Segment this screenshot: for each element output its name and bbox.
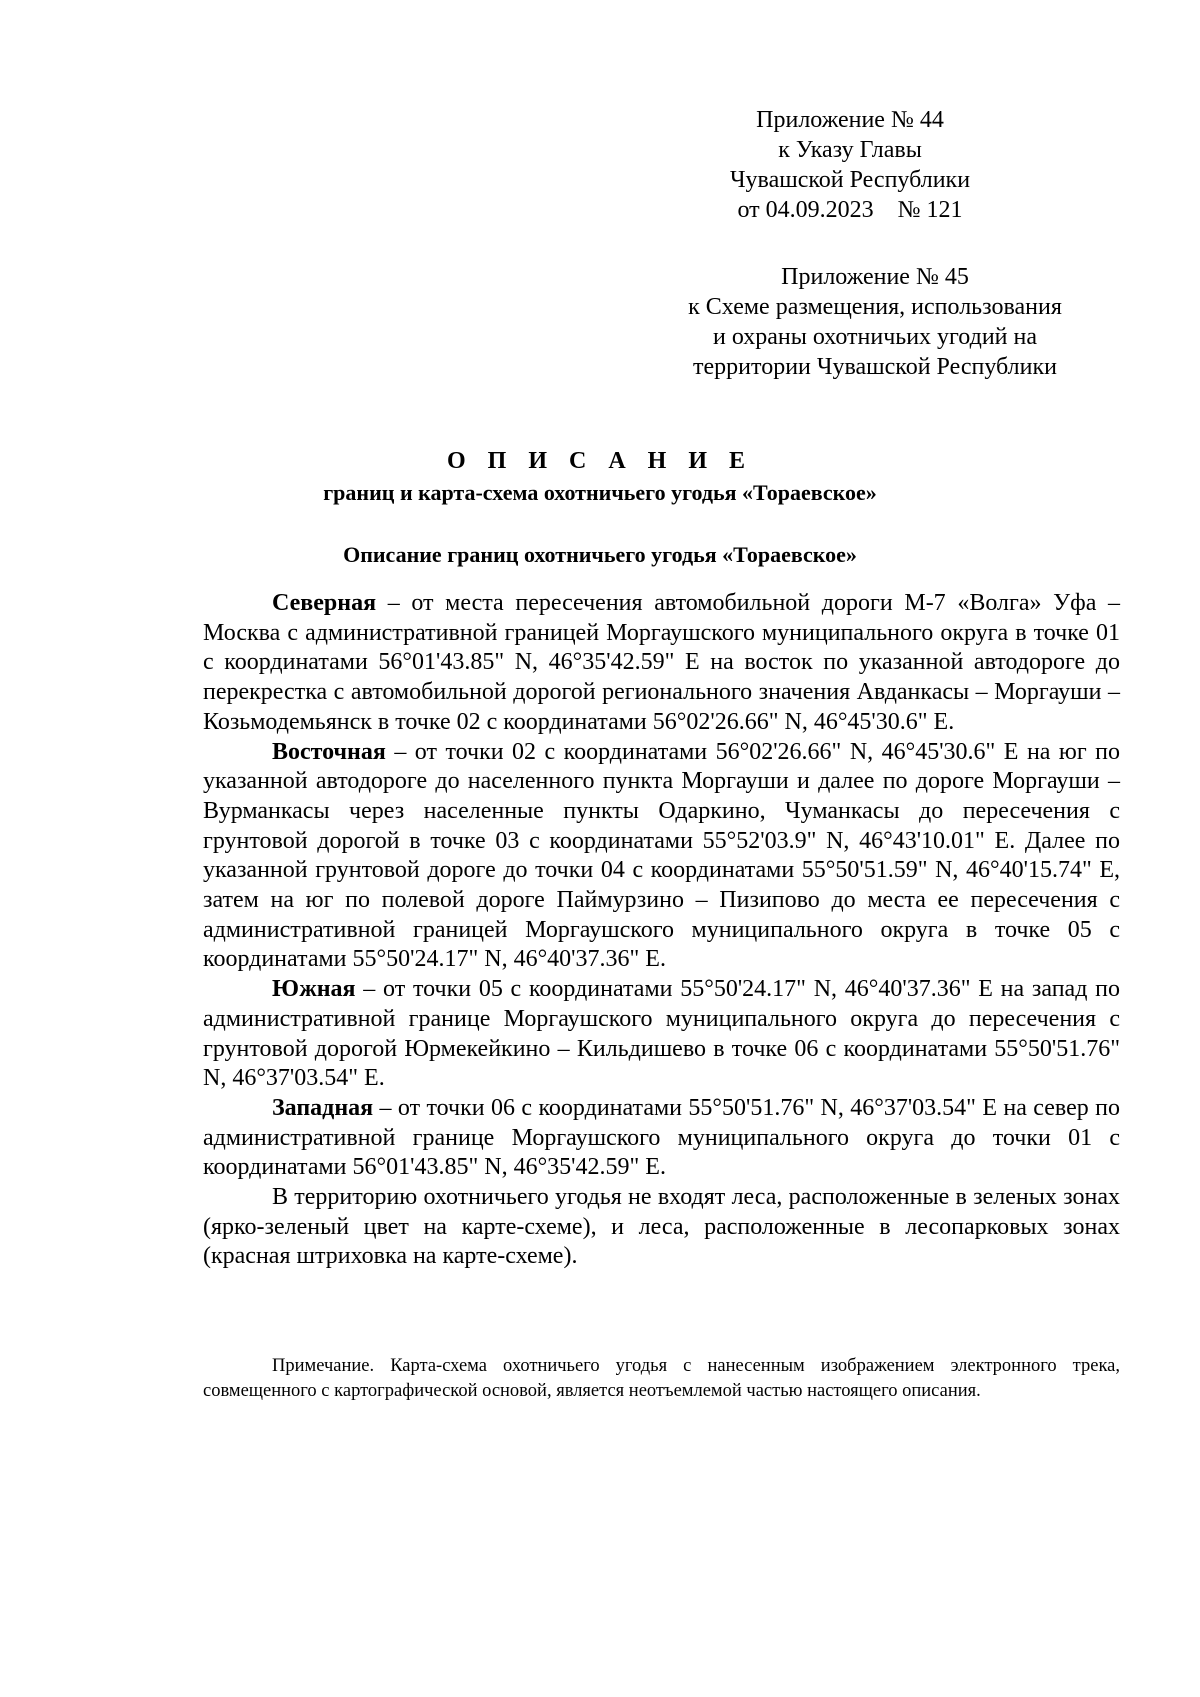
appendix-44-header — [710, 105, 990, 225]
paragraph-east — [203, 738, 1120, 976]
appendix-45-line2: к Схеме размещения, использования — [688, 294, 1062, 320]
text-east: – от точки 02 с координатами 56°02'26.66" N, 46°45'30.6" E на юг по указанной автодороге до населенного пункта Моргауши и далее по дороге Моргауши – Вурманкасы через населенные пункты Одаркино, Чуманкасы до пересечения с грунтовой дорогой в точке 03 с координатами 55°52'03.9" N, 46°43'10.01" E. Далее по указанной грунтовой дороге до точки 04 с координатами 55°50'51.59" N, 46°40'15.74" E, затем на юг по полевой дороге Паймурзино – Пизипово до места ее пересечения с административной границей Моргаушского муниципального округа в точке 05 с координатами 55°50'24.17" N, 46°40'37.36" E. — [203, 738, 1120, 973]
text-south: – от точки 05 с координатами 55°50'24.17" N, 46°40'37.36" E на запад по административной границе Моргаушского муниципального округа до пересечения с грунтовой дорогой Юрмекейкино – Кильдишево в точке 06 с координатами 55°50'51.76" N, 46°37'03.54" E. — [203, 976, 1120, 1092]
document-subtitle: границ и карта-схема охотничьего угодья «Тораевское» — [323, 480, 877, 505]
appendix-45-line4: территории Чувашской Республики — [693, 354, 1057, 380]
appendix-44-line4: от 04.09.2023 № 121 — [737, 197, 963, 223]
appendix-44-line1: Приложение № 44 — [756, 107, 944, 133]
section-title: Описание границ охотничьего угодья «Тораевское» — [343, 542, 857, 567]
paragraph-exclusion: В территорию охотничьего угодья не входят леса, расположенные в зеленых зонах (ярко-зеленый цвет на карте-схеме), и леса, расположенные в лесопарковых зонах (красная штриховка на карте-схеме). — [203, 1184, 1120, 1270]
paragraph-south — [203, 975, 1120, 1094]
label-north: Северная — [272, 590, 377, 616]
text-north: – от места пересечения автомобильной дороги М-7 «Волга» Уфа – Москва с административной границей Моргаушского муниципального округа в точке 01 с координатами 56°01'43.85" N, 46°35'42.59" E на восток по указанной автодороге до перекрестка с автомобильной дорогой регионального значения Авданкасы – Моргауши – Козьмодемьянск в точке 02 с координатами 56°02'26.66" N, 46°45'30.6" E. — [203, 590, 1120, 735]
text-west: – от точки 06 с координатами 55°50'51.76" N, 46°37'03.54" E на север по административной границе Моргаушского муниципального округа до точки 01 с координатами 56°01'43.85" N, 46°35'42.59" E. — [203, 1094, 1120, 1181]
title-block — [0, 446, 1200, 570]
appendix-45-header — [660, 262, 1090, 382]
boundary-description — [203, 589, 1120, 1272]
footnote: Примечание. Карта-схема охотничьего угодья с нанесенным изображением электронного трека, совмещенного с картографической основой, является неотъемлемой частью настоящего описания. — [203, 1356, 1120, 1401]
appendix-45-line3: и охраны охотничьих угодий на — [712, 324, 1038, 350]
paragraph-north — [203, 589, 1120, 738]
label-south: Южная — [272, 976, 356, 1003]
label-west: Западная — [272, 1094, 374, 1121]
appendix-44-line3: Чувашской Республики — [729, 167, 971, 193]
appendix-44-line2: к Указу Главы — [778, 137, 922, 163]
document-title: О П И С А Н И Е — [446, 448, 753, 474]
appendix-45-line1: Приложение № 45 — [781, 264, 969, 290]
paragraph-west — [203, 1094, 1120, 1183]
label-east: Восточная — [272, 738, 386, 765]
